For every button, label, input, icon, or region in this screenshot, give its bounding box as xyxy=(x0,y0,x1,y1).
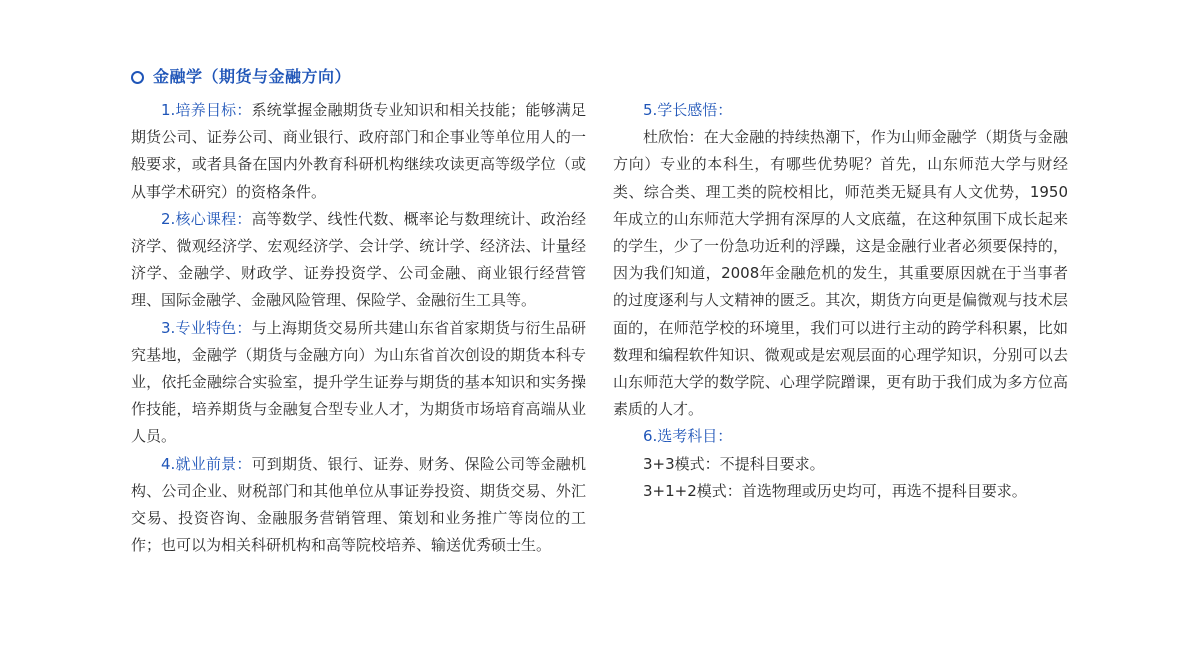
body-training-goal: 系统掌握金融期货专业知识和相关技能；能够满足期货公司、证券公司、商业银行、政府部门和企事业等单位用人的一般要求，或者具备在国内外教育科研机构继续攻读更高等级学位（或从事学术研究）的资格条件。 xyxy=(131,101,586,201)
heading-elective-subjects: 6.选考科目： xyxy=(643,427,733,446)
paragraph-senior-reflection: 杜欣怡：在大金融的持续热潮下，作为山师金融学（期货与金融方向）专业的本科生，有哪些优势呢？首先，山东师范大学与财经类、综合类、理工类的院校相比，师范类无疑具有人文优势，1950年成立的山东师范大学拥有深厚的人文底蕴，在这种氛围下成长起来的学生，少了一份急功近利的浮躁，这是金融行业者必须要保持的，因为我们知道，2008年金融危机的发生，其重要原因就在于当事者的过度逐利与人文精神的匮乏。其次，期货方向更是偏微观与技术层面的，在师范学校的环境里，我们可以进行主动的跨学科积累，比如数理和编程软件知识、微观或是宏观层面的心理学知识，分别可以去山东师范大学的数学院、心理学院蹭课，更有助于我们成为多方位高素质的人才。 xyxy=(613,128,1068,419)
body-employment: 可到期货、银行、证券、财务、保险公司等金融机构、公司企业、财税部门和其他单位从事证券投资、期货交易、外汇交易、投资咨询、金融服务营销管理、策划和业务推广等岗位的工作；也可以为相关科研机构和高等院校培养、输送优秀硕士生。 xyxy=(131,454,586,555)
section-title xyxy=(131,66,351,88)
left-column xyxy=(131,97,586,559)
paragraph-senior-reflection-head xyxy=(613,97,1068,124)
section-title-text: 金融学（期货与金融方向） xyxy=(153,67,352,86)
heading-employment: 4.就业前景： xyxy=(161,454,252,473)
paragraph-core-courses xyxy=(131,206,586,315)
heading-senior-reflection: 5.学长感悟： xyxy=(643,101,733,119)
circle-bullet-icon xyxy=(131,71,144,84)
heading-core-courses: 2.核心课程： xyxy=(161,209,252,228)
elective-line-3plus3: 3+3模式：不提科目要求。 xyxy=(643,454,825,473)
body-core-courses: 高等数学、线性代数、概率论与数理统计、政治经济学、微观经济学、宏观经济学、会计学、统计学、经济法、计量经济学、金融学、财政学、证券投资学、公司金融、商业银行经营管理、国际金融学、金融风险管理、保险学、金融衍生工具等。 xyxy=(131,209,586,310)
paragraph-training-goal xyxy=(131,97,586,206)
heading-training-goal: 1.培养目标： xyxy=(161,101,252,119)
paragraph-features xyxy=(131,315,586,451)
right-column xyxy=(613,97,1068,505)
elective-line-3plus1plus2: 3+1+2模式：首选物理或历史均可，再选不提科目要求。 xyxy=(643,481,1027,500)
paragraph-elective-subjects-head xyxy=(613,423,1068,450)
body-features: 与上海期货交易所共建山东省首家期货与衍生品研究基地，金融学（期货与金融方向）为山东省首次创设的期货本科专业，依托金融综合实验室，提升学生证券与期货的基本知识和实务操作技能，培养期货与金融复合型专业人才，为期货市场培育高端从业人员。 xyxy=(131,318,586,446)
heading-features: 3.专业特色： xyxy=(161,318,252,337)
paragraph-employment xyxy=(131,451,586,560)
